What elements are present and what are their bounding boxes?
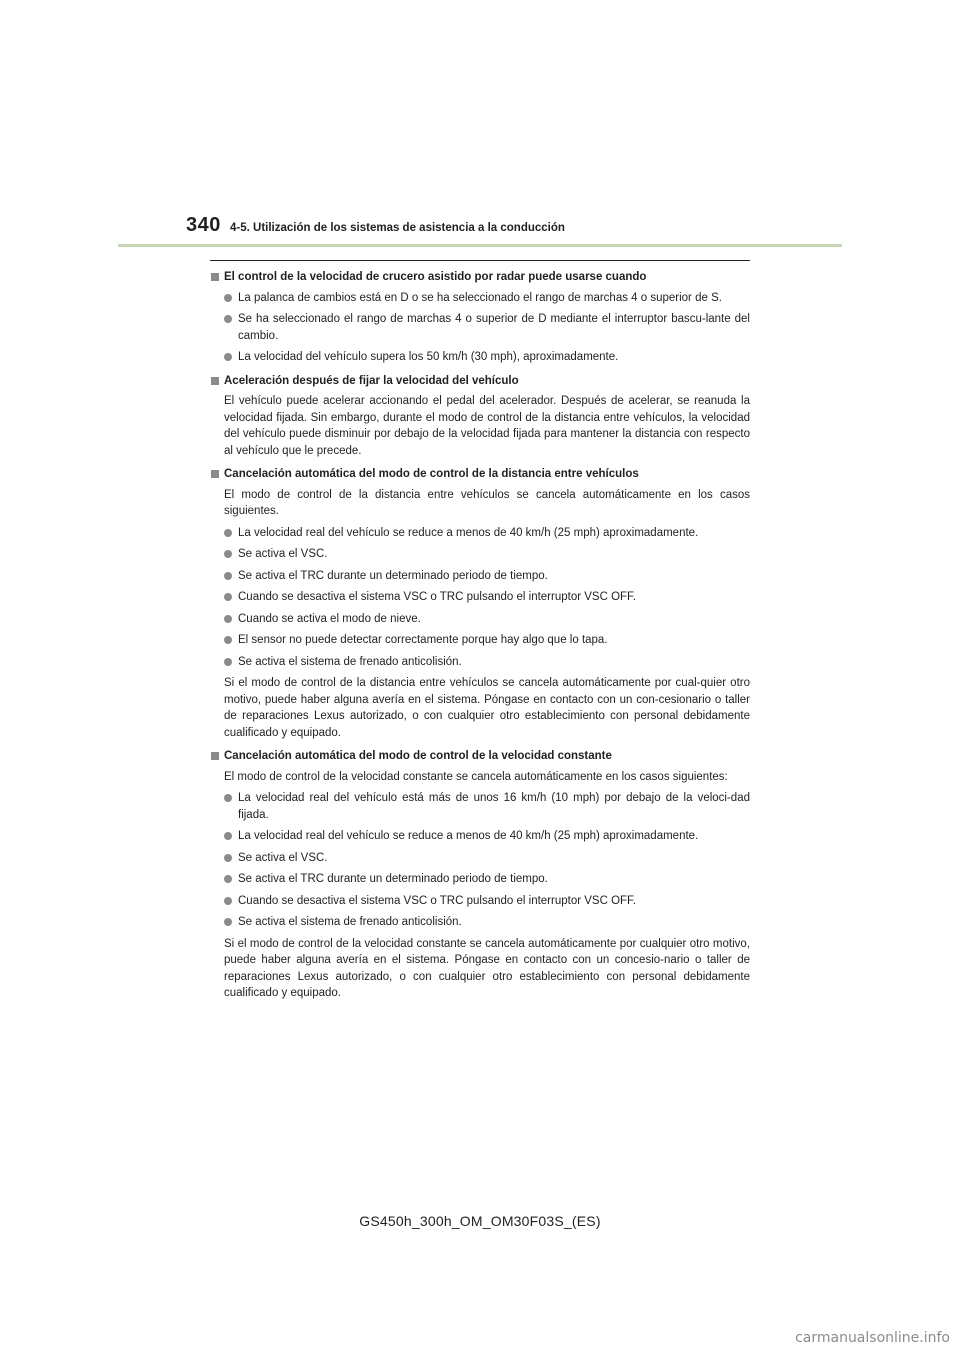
circle-bullet-icon (224, 658, 232, 666)
circle-bullet-icon (224, 918, 232, 926)
section-heading-text: El control de la velocidad de crucero asistido por radar puede usarse cuando (224, 271, 647, 283)
list-item (210, 632, 750, 649)
page-header (0, 0, 960, 260)
section-heading-text: Cancelación automática del modo de control de la distancia entre vehículos (224, 468, 639, 480)
list-item (210, 568, 750, 585)
list-item-text: Se activa el VSC. (238, 851, 328, 864)
square-bullet-icon (211, 470, 219, 478)
list-item-text: Cuando se activa el modo de nieve. (238, 612, 421, 625)
section-heading (210, 269, 750, 286)
document-code: GS450h_300h_OM_OM30F03S_(ES) (359, 1213, 601, 1229)
list-item-text: La velocidad real del vehículo se reduce a menos de 40 km/h (25 mph) aproximadamente. (238, 526, 699, 539)
list-item-text: Se activa el TRC durante un determinado periodo de tiempo. (238, 569, 548, 582)
paragraph: El vehículo puede acelerar accionando el pedal del acelerador. Después de acelerar, se reanuda la velocidad fijada. Sin embargo, durante el modo de control de la distancia entre vehículos, la velocidad del vehículo puede disminuir por debajo de la velocidad fijada para mantener la distancia con respecto al vehículo que le precede. (224, 395, 750, 457)
list-item-text: Se activa el sistema de frenado anticolisión. (238, 655, 462, 668)
content-divider (210, 260, 750, 261)
square-bullet-icon (211, 752, 219, 760)
list-item (210, 850, 750, 867)
list-item (210, 311, 750, 344)
list-item (210, 589, 750, 606)
circle-bullet-icon (224, 636, 232, 644)
list-item (210, 654, 750, 671)
list-item (210, 790, 750, 823)
circle-bullet-icon (224, 315, 232, 323)
header-divider (118, 244, 842, 247)
paragraph: Si el modo de control de la velocidad constante se cancela automáticamente por cualquier otro motivo, puede haber alguna avería en el sistema. Póngase en contacto con un concesio-nario o taller de reparaciones Lexus autorizado, o con cualquier otro establecimiento con personal debidamente cualificado y equipado. (224, 937, 750, 999)
page-number: 340 (186, 214, 221, 236)
list-item-text: Cuando se desactiva el sistema VSC o TRC pulsando el interruptor VSC OFF. (238, 894, 636, 907)
section-heading-text: Aceleración después de fijar la velocidad del vehículo (224, 374, 519, 387)
section-heading (210, 466, 750, 483)
list-item (210, 871, 750, 888)
list-item-text: La palanca de cambios está en D o se ha seleccionado el rango de marchas 4 o superior de S. (238, 291, 722, 304)
paragraph: Si el modo de control de la distancia entre vehículos se cancela automáticamente por cual-quier otro motivo, puede haber alguna avería en el sistema. Póngase en contacto con un con-cesionario o taller de reparaciones Lexus autorizado, o con cualquier otro establecimiento con personal debidamente cualificado y equipado. (224, 677, 750, 739)
list-item (210, 349, 750, 366)
watermark: carmanualsonline.info (795, 1330, 950, 1346)
list-item-text: Se ha seleccionado el rango de marchas 4 o superior de D mediante el interruptor bascu-lante del cambio. (238, 313, 750, 342)
page-content (210, 269, 750, 1007)
paragraph: El modo de control de la distancia entre vehículos se cancela automáticamente en los casos siguientes. (224, 488, 750, 517)
list-item-text: Se activa el VSC. (238, 548, 328, 560)
circle-bullet-icon (224, 854, 232, 862)
circle-bullet-icon (224, 794, 232, 802)
list-item (210, 525, 750, 542)
circle-bullet-icon (224, 875, 232, 883)
circle-bullet-icon (224, 572, 232, 580)
list-item-text: Se activa el TRC durante un determinado periodo de tiempo. (238, 873, 548, 885)
circle-bullet-icon (224, 353, 232, 361)
list-item (210, 828, 750, 845)
circle-bullet-icon (224, 294, 232, 302)
section-heading (210, 373, 750, 390)
square-bullet-icon (211, 273, 219, 281)
circle-bullet-icon (224, 615, 232, 623)
circle-bullet-icon (224, 529, 232, 537)
list-item (210, 546, 750, 563)
list-item-text: El sensor no puede detectar correctamente porque hay algo que lo tapa. (238, 634, 608, 646)
circle-bullet-icon (224, 593, 232, 601)
paragraph: El modo de control de la velocidad constante se cancela automáticamente en los casos siguientes: (224, 770, 728, 783)
list-item-text: La velocidad del vehículo supera los 50 km/h (30 mph), aproximadamente. (238, 351, 619, 363)
section-heading-text: Cancelación automática del modo de control de la velocidad constante (224, 750, 612, 762)
list-item-text: La velocidad real del vehículo está más de unos 16 km/h (10 mph) por debajo de la veloci-dad fijada. (238, 792, 750, 821)
circle-bullet-icon (224, 832, 232, 840)
circle-bullet-icon (224, 550, 232, 558)
circle-bullet-icon (224, 897, 232, 905)
chapter-title: 4-5. Utilización de los sistemas de asistencia a la conducción (230, 222, 565, 234)
list-item-text: La velocidad real del vehículo se reduce a menos de 40 km/h (25 mph) aproximadamente. (238, 830, 699, 842)
section-heading (210, 748, 750, 765)
list-item (210, 611, 750, 628)
list-item (210, 914, 750, 931)
list-item-text: Cuando se desactiva el sistema VSC o TRC pulsando el interruptor VSC OFF. (238, 591, 636, 603)
list-item (210, 893, 750, 910)
list-item (210, 290, 750, 307)
square-bullet-icon (211, 377, 219, 385)
list-item-text: Se activa el sistema de frenado anticolisión. (238, 916, 462, 928)
